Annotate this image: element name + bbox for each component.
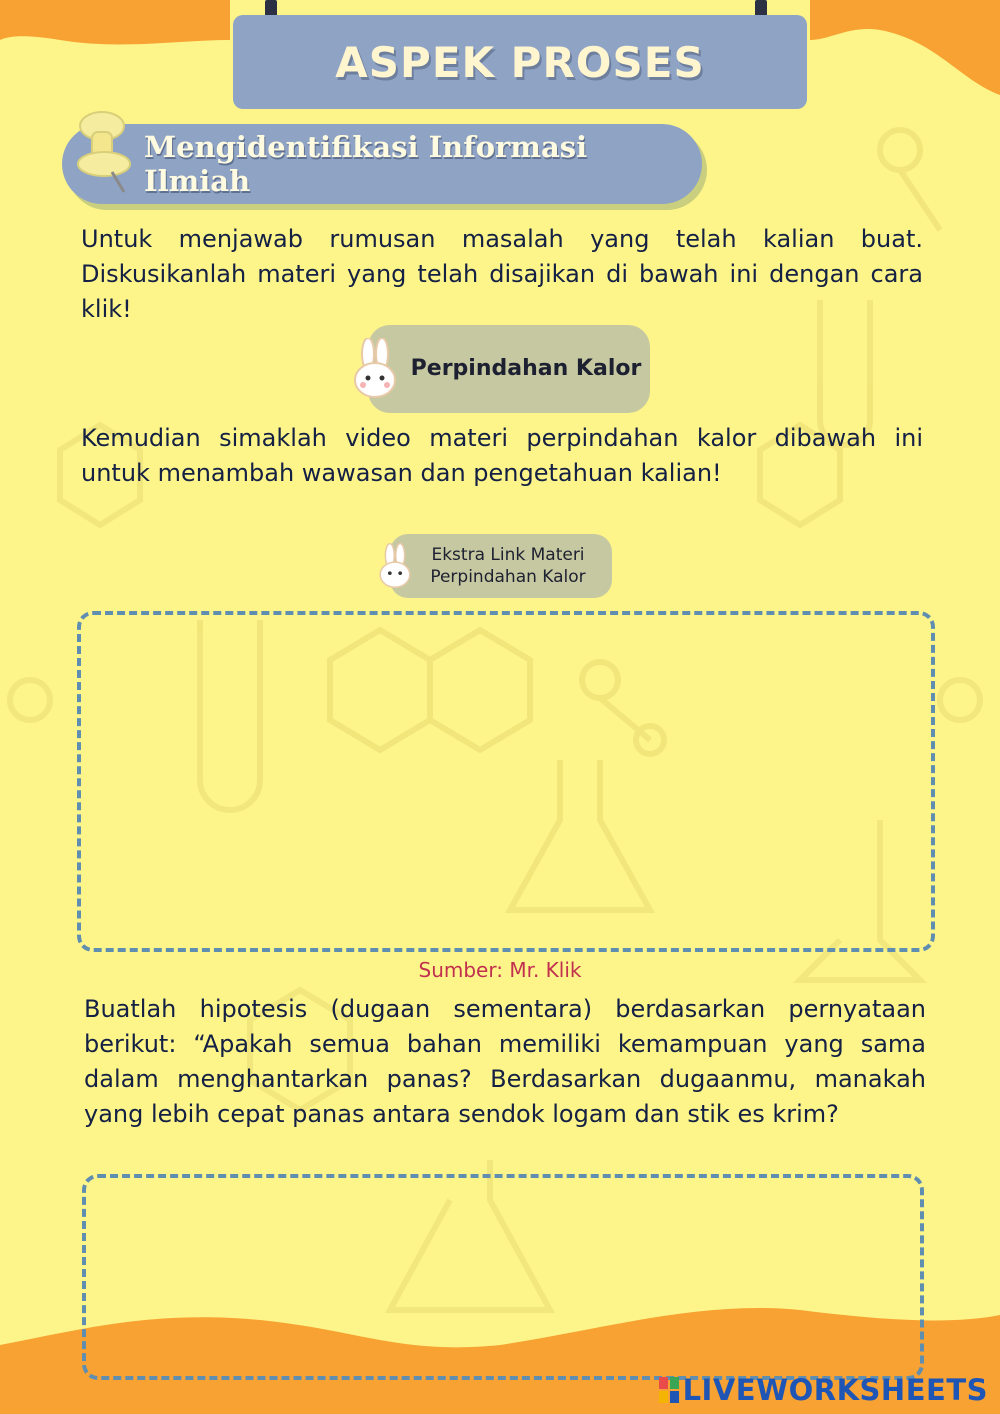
ekstra-link-button[interactable]: [390, 534, 612, 598]
liveworksheets-logo-icon: [659, 1377, 679, 1403]
perpindahan-kalor-label: Perpindahan Kalor: [410, 356, 642, 381]
video-frame[interactable]: [77, 611, 935, 952]
video-source-caption: Sumber: Mr. Klik: [418, 958, 582, 982]
bunny-icon: [352, 338, 398, 404]
ekstra-link-label: Ekstra Link Materi Perpindahan Kalor: [430, 545, 586, 587]
hypothesis-paragraph: Buatlah hipotesis (dugaan sementara) berdasarkan pernyataan berikut: “Apakah semua bahan memiliki kemampuan yang sama dalam menghantarkan panas? Berdasarkan dugaanmu, manakah yang lebih cepat panas antara sendok logam dan stik es krim?: [84, 995, 926, 1128]
perpindahan-kalor-button[interactable]: [368, 325, 650, 413]
bunny-icon: [378, 542, 412, 594]
liveworksheets-brand[interactable]: [659, 1373, 988, 1407]
intro-paragraph: Untuk menjawab rumusan masalah yang telah kalian buat. Diskusikanlah materi yang telah disajikan di bawah ini dengan cara klik!: [81, 225, 923, 323]
pushpin-icon: [72, 104, 142, 194]
brand-name: LIVEWORKSHEETS: [682, 1373, 988, 1407]
section-title: Mengidentifikasi Informasi Ilmiah: [144, 130, 588, 198]
video-instruction-paragraph: Kemudian simaklah video materi perpindahan kalor dibawah ini untuk menambah wawasan dan pengetahuan kalian!: [81, 424, 923, 487]
section-title-pill: [62, 124, 702, 204]
header-banner: [233, 15, 807, 109]
page-title: ASPEK PROSES: [335, 37, 705, 87]
hypothesis-answer-box[interactable]: [82, 1174, 924, 1380]
